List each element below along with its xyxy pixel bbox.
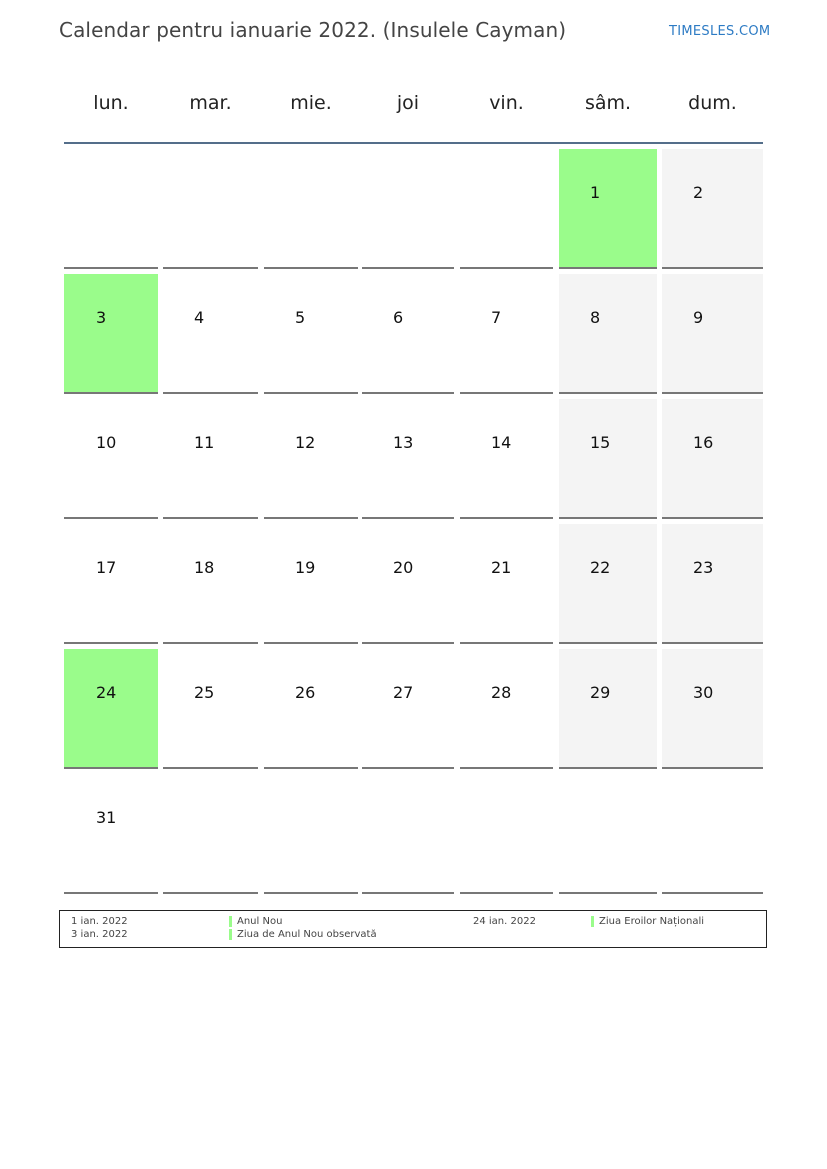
holiday-legend xyxy=(59,910,767,948)
calendar-empty-cell xyxy=(64,149,158,269)
calendar-empty-cell xyxy=(460,149,553,269)
calendar-empty-cell xyxy=(264,774,358,894)
calendar-day-cell xyxy=(559,274,657,394)
calendar-day-cell xyxy=(362,524,454,644)
calendar-day-cell xyxy=(163,399,258,519)
legend-holiday-name: Ziua de Anul Nou observată xyxy=(237,929,377,940)
calendar-empty-cell xyxy=(460,774,553,894)
brand-link[interactable]: TIMESLES.COM xyxy=(669,24,771,39)
calendar-day-cell xyxy=(559,399,657,519)
calendar-day-cell xyxy=(264,649,358,769)
calendar-day-cell xyxy=(64,774,158,894)
day-number: 14 xyxy=(491,433,512,452)
calendar-day-cell xyxy=(64,399,158,519)
day-number: 26 xyxy=(295,683,316,702)
page-title: Calendar pentru ianuarie 2022. (Insulele Cayman) xyxy=(59,18,567,42)
day-number: 1 xyxy=(590,183,601,202)
day-number: 19 xyxy=(295,558,316,577)
calendar-empty-cell xyxy=(662,774,763,894)
legend-color-marker xyxy=(591,916,594,927)
calendar-day-cell xyxy=(362,399,454,519)
calendar-empty-cell xyxy=(264,149,358,269)
calendar-day-cell xyxy=(559,524,657,644)
day-number: 23 xyxy=(693,558,714,577)
calendar-day-cell xyxy=(362,649,454,769)
day-number: 4 xyxy=(194,308,205,327)
calendar-day-cell xyxy=(662,274,763,394)
day-number: 11 xyxy=(194,433,215,452)
legend-date: 1 ian. 2022 xyxy=(71,916,128,927)
header-divider xyxy=(64,142,763,144)
day-number: 15 xyxy=(590,433,611,452)
calendar-day-cell xyxy=(64,274,158,394)
calendar-day-cell xyxy=(662,149,763,269)
weekday-header: dum. xyxy=(688,92,737,114)
day-number: 3 xyxy=(96,308,107,327)
day-number: 27 xyxy=(393,683,414,702)
day-number: 5 xyxy=(295,308,306,327)
legend-date: 24 ian. 2022 xyxy=(473,916,536,927)
calendar-empty-cell xyxy=(163,774,258,894)
weekday-header: joi xyxy=(396,92,420,114)
weekday-header: lun. xyxy=(93,92,129,114)
calendar-day-cell xyxy=(559,149,657,269)
weekday-header: vin. xyxy=(489,92,524,114)
day-number: 8 xyxy=(590,308,601,327)
calendar-day-cell xyxy=(264,399,358,519)
calendar-day-cell xyxy=(460,649,553,769)
day-number: 31 xyxy=(96,808,117,827)
weekday-header: mar. xyxy=(189,92,232,114)
day-number: 25 xyxy=(194,683,215,702)
day-number: 24 xyxy=(96,683,117,702)
day-number: 29 xyxy=(590,683,611,702)
calendar-day-cell xyxy=(64,524,158,644)
calendar-day-cell xyxy=(163,274,258,394)
day-number: 12 xyxy=(295,433,316,452)
day-number: 30 xyxy=(693,683,714,702)
day-number: 9 xyxy=(693,308,704,327)
day-number: 17 xyxy=(96,558,117,577)
weekday-header: sâm. xyxy=(584,92,632,114)
calendar-empty-cell xyxy=(362,149,454,269)
legend-color-marker xyxy=(229,916,232,927)
calendar-day-cell xyxy=(163,649,258,769)
day-number: 28 xyxy=(491,683,512,702)
day-number: 16 xyxy=(693,433,714,452)
calendar-day-cell xyxy=(460,524,553,644)
calendar-day-cell xyxy=(264,524,358,644)
calendar-day-cell xyxy=(662,524,763,644)
calendar-empty-cell xyxy=(362,774,454,894)
day-number: 21 xyxy=(491,558,512,577)
day-number: 10 xyxy=(96,433,117,452)
day-number: 6 xyxy=(393,308,404,327)
calendar-empty-cell xyxy=(163,149,258,269)
calendar-day-cell xyxy=(662,649,763,769)
legend-date: 3 ian. 2022 xyxy=(71,929,128,940)
calendar-day-cell xyxy=(163,524,258,644)
legend-color-marker xyxy=(229,929,232,940)
calendar-day-cell xyxy=(460,274,553,394)
day-number: 13 xyxy=(393,433,414,452)
weekday-header: mie. xyxy=(290,92,332,114)
calendar-day-cell xyxy=(559,649,657,769)
day-number: 7 xyxy=(491,308,502,327)
calendar-day-cell xyxy=(662,399,763,519)
calendar-empty-cell xyxy=(559,774,657,894)
calendar-day-cell xyxy=(460,399,553,519)
day-number: 2 xyxy=(693,183,704,202)
calendar-day-cell xyxy=(264,274,358,394)
calendar-day-cell xyxy=(64,649,158,769)
legend-holiday-name: Ziua Eroilor Naționali xyxy=(599,916,705,927)
legend-holiday-name: Anul Nou xyxy=(237,916,283,927)
day-number: 18 xyxy=(194,558,215,577)
day-number: 22 xyxy=(590,558,611,577)
calendar-day-cell xyxy=(362,274,454,394)
day-number: 20 xyxy=(393,558,414,577)
